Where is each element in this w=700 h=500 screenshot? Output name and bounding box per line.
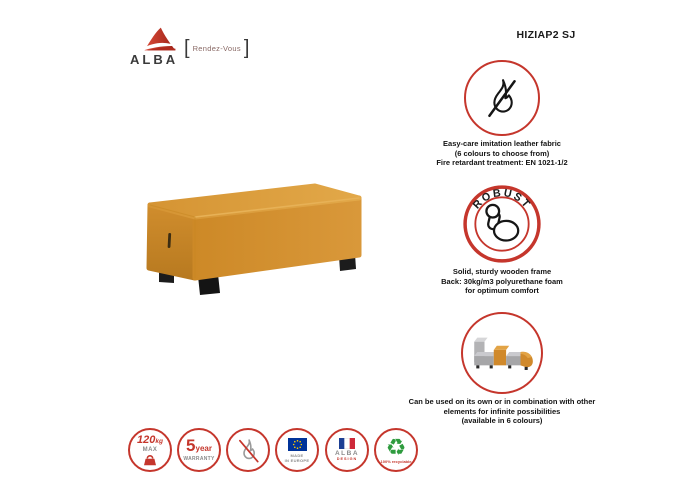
no-fire-icon — [464, 60, 540, 136]
badge-recyclable — [374, 428, 418, 472]
feature-fabric-caption — [402, 139, 602, 168]
robust-muscle-arm-icon — [462, 184, 542, 264]
badge-made-in-europe — [275, 428, 319, 472]
product-code: HIZIAP2 SJ — [516, 29, 576, 41]
feature-modular-caption — [402, 397, 602, 426]
caption-line: Fire retardant treatment: EN 1021-1/2 — [436, 158, 568, 168]
modular-sofa-combination-icon — [461, 312, 543, 394]
alba-design-label: DESIGN — [336, 457, 358, 461]
caption-line: elements for infinite possibilities — [443, 406, 561, 416]
caption-line: (available in 6 colours) — [461, 416, 543, 426]
max-weight-label: MAX — [142, 446, 158, 453]
weight-icon — [143, 454, 157, 466]
feature-fabric — [402, 60, 602, 168]
robust-ring-text: ROBUST — [470, 186, 534, 212]
recyclable-label: 100% recyclable — [380, 459, 412, 464]
warranty-label: WARRANTY — [183, 455, 215, 462]
badge-alba-design — [325, 428, 369, 472]
caption-line: Easy-care imitation leather fabric — [443, 139, 561, 148]
alba-design-brand: ALBA — [334, 450, 360, 457]
made-in-europe-label: MADE IN EUROPE — [284, 452, 310, 463]
caption-line: (6 colours to choose from) — [454, 148, 550, 158]
no-fire-icon — [235, 437, 262, 464]
brand-tagline — [184, 36, 249, 60]
warranty-value: 5year — [186, 435, 212, 455]
caption-line: Solid, sturdy wooden frame — [452, 267, 552, 276]
bracket-left: [ — [184, 37, 190, 59]
product-image-bench — [112, 165, 382, 325]
bracket-right: ] — [243, 37, 250, 59]
tagline-text: Rendez-Vous — [192, 43, 241, 53]
recycle-icon: ♻ — [385, 434, 407, 460]
badge-max-weight — [128, 428, 172, 472]
caption-line: for optimum comfort — [465, 286, 539, 296]
badge-fire-retardant — [226, 428, 270, 472]
feature-robust-caption — [402, 267, 602, 296]
feature-modular — [402, 312, 602, 426]
caption-line: Can be used on its own or in combination with other — [408, 397, 596, 406]
brand-name: ALBA — [130, 52, 179, 67]
feature-robust — [402, 184, 602, 296]
max-weight-value: 120kg — [137, 433, 163, 446]
caption-line: Back: 30kg/m3 polyurethane foam — [441, 276, 563, 286]
badge-warranty — [177, 428, 221, 472]
eu-flag-icon — [288, 438, 307, 451]
france-flag-icon — [339, 438, 355, 449]
alba-sail-icon — [138, 26, 182, 52]
